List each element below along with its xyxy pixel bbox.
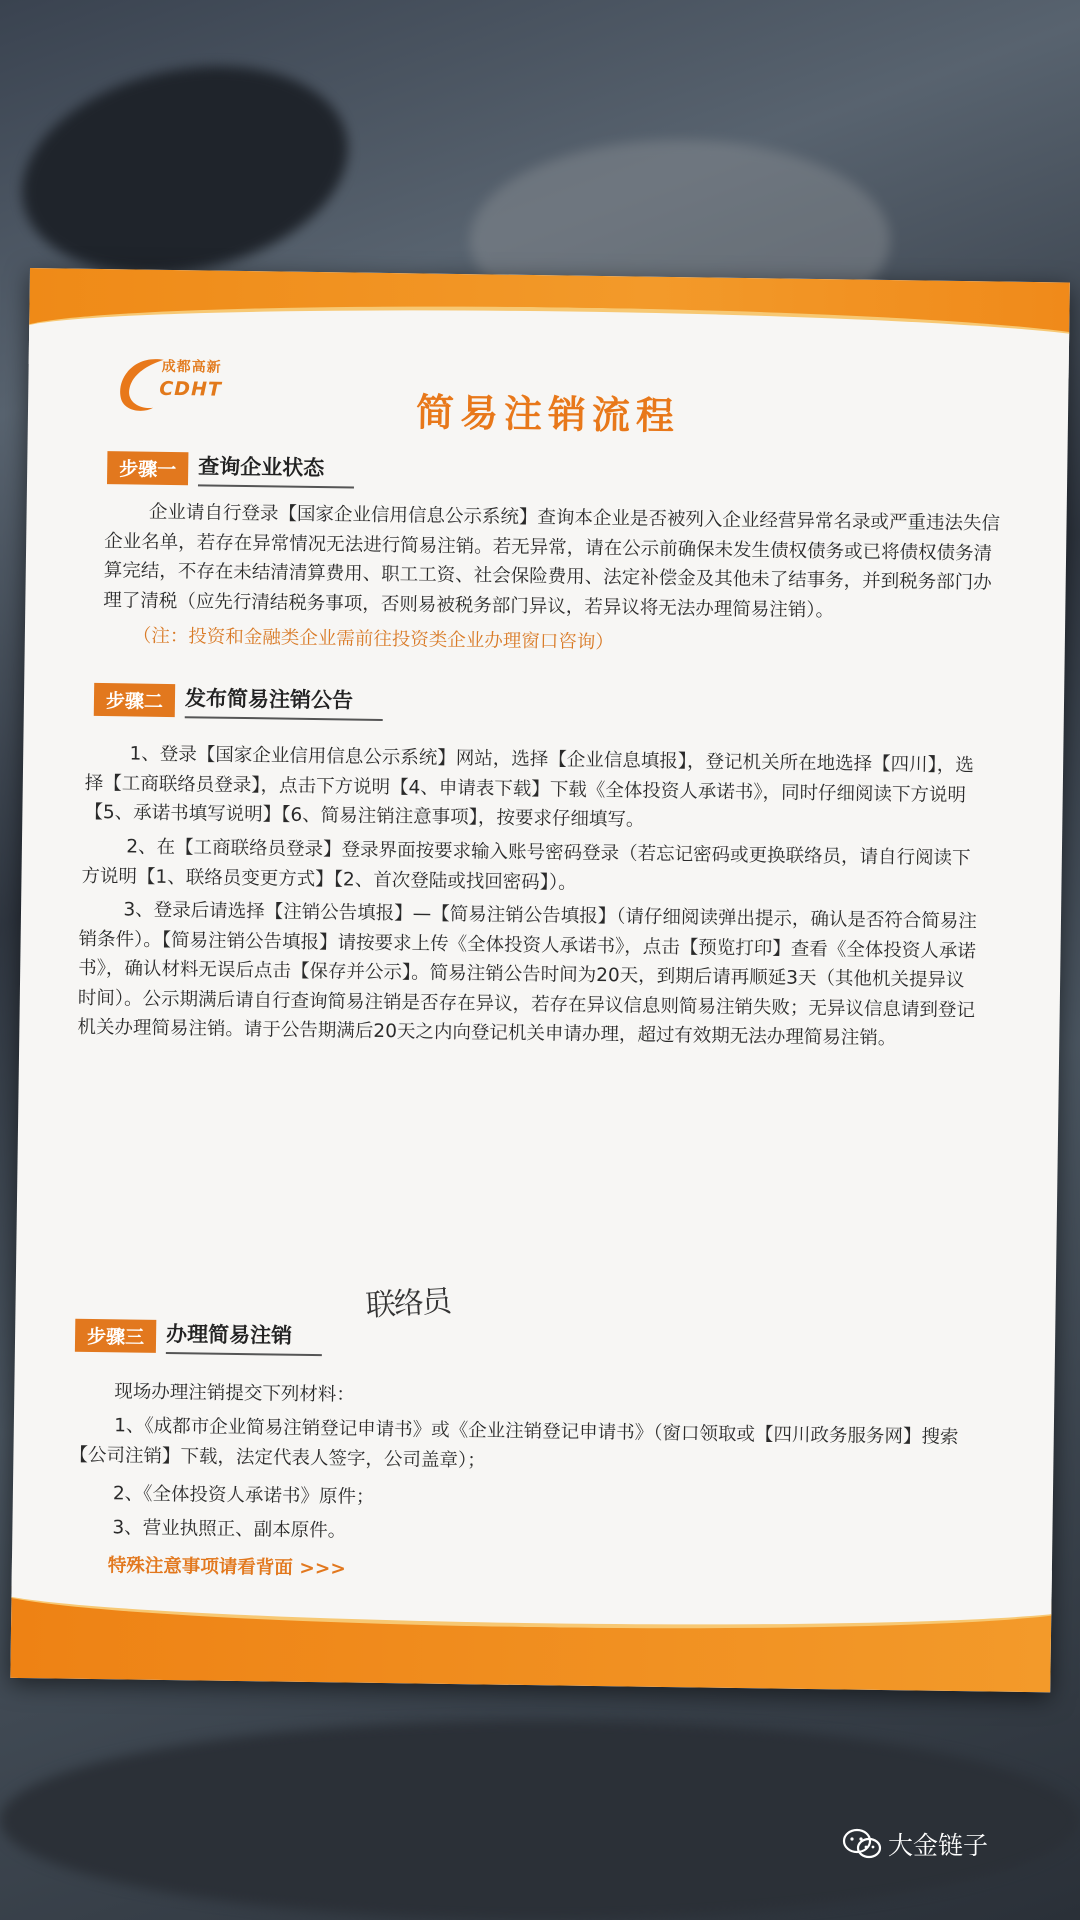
step1-note: （注：投资和金融类企业需前往投资类企业办理窗口咨询） [132,625,614,654]
flyer-sheet [10,268,1070,1692]
step2-item2: 2、在【工商联络员登录】登录界面按要求输入账号密码登录（若忘记密码或更换联络员，请自行阅读下方说明【1、联络员变更方式】【2、首次登陆或找回密码】）。 [81,836,971,894]
step1-tag: 步骤一 [107,451,188,485]
background-dark-shape [3,38,367,302]
wechat-icon [842,1828,882,1860]
step3-item3: 3、营业执照正、副本原件。 [112,1517,347,1542]
watermark-text: 大金链子 [888,1832,989,1860]
step2-tag: 步骤二 [94,682,175,716]
step2-title: 发布简易注销公告 [185,682,383,721]
step1-title: 查询企业状态 [198,450,354,488]
background-table [0,1720,1080,1920]
step3-header [75,1317,322,1354]
step1-body: 企业请自行登录【国家企业信用信息公示系统】查询本企业是否被列入企业经营异常名录或严重违法失信企业名单，若存在异常情况无法进行简易注销。若无异常，请在公示前确保未发生债权债务或已将债权债务清算完结，不存在未结清清算费用、职工工资、社会保险费用、法定补偿金及其他未了结事务，并到税务部门办理了清税（应先行清结税务事项，否则易被税务部门异议，若异议将无法办理简易注销）。 [103,501,1001,621]
step3-item2: 2、《全体投资人承诺书》原件； [112,1483,375,1508]
logo-chinese: 成都高新 [161,358,222,376]
step3-item1: 1、《成都市企业简易注销登记申请书》或《企业注销登记申请书》（窗口领取或【四川政务服务网】搜索【公司注销】下载，法定代表人签字，公司盖章）； [69,1415,959,1471]
step2-item1: 1、登录【国家企业信用信息公示系统】网站，选择【企业信息填报】，登记机关所在地选择【四川】，选择【工商联络员登录】，点击下方说明【4、申请表下载】下载《全体投资人承诺书》，同时仔细阅读下方说明【5、承诺书填写说明】【6、简易注销注意事项】，按要求仔细填写。 [84,743,974,831]
step3-tag: 步骤三 [75,1318,156,1352]
step2-header [94,681,383,719]
page-title: 简易注销流程 [415,390,681,439]
logo-english: CDHT [159,377,223,401]
step3-intro: 现场办理注销提交下列材料： [114,1381,355,1406]
special-notice-link: 特殊注意事项请看背面 >>> [107,1555,346,1580]
handwritten-note: 联络员 [364,1284,451,1324]
step2-item3: 3、登录后请选择【注销公告填报】—【简易注销公告填报】（请仔细阅读弹出提示，确认是否符合简易注销条件）。【简易注销公告填报】请按要求上传《全体投资人承诺书》，点击【预览打印】查看《全体投资人承诺书》，确认材料无误后点击【保存并公示】。简易注销公告时间为20天，到期后请再顺延3天（其他机关提异议时间）。公示期满后请自行查询简易注销是否存在异议，若存在异议信息则简易注销失败；无异议信息请到登记机关办理简易注销。请于公告期满后20天之内向登记机关申请办理，超过有效期无法办理简易注销。 [77,899,978,1050]
step3-title: 办理简易注销 [166,1318,322,1356]
step1-header [107,449,354,486]
